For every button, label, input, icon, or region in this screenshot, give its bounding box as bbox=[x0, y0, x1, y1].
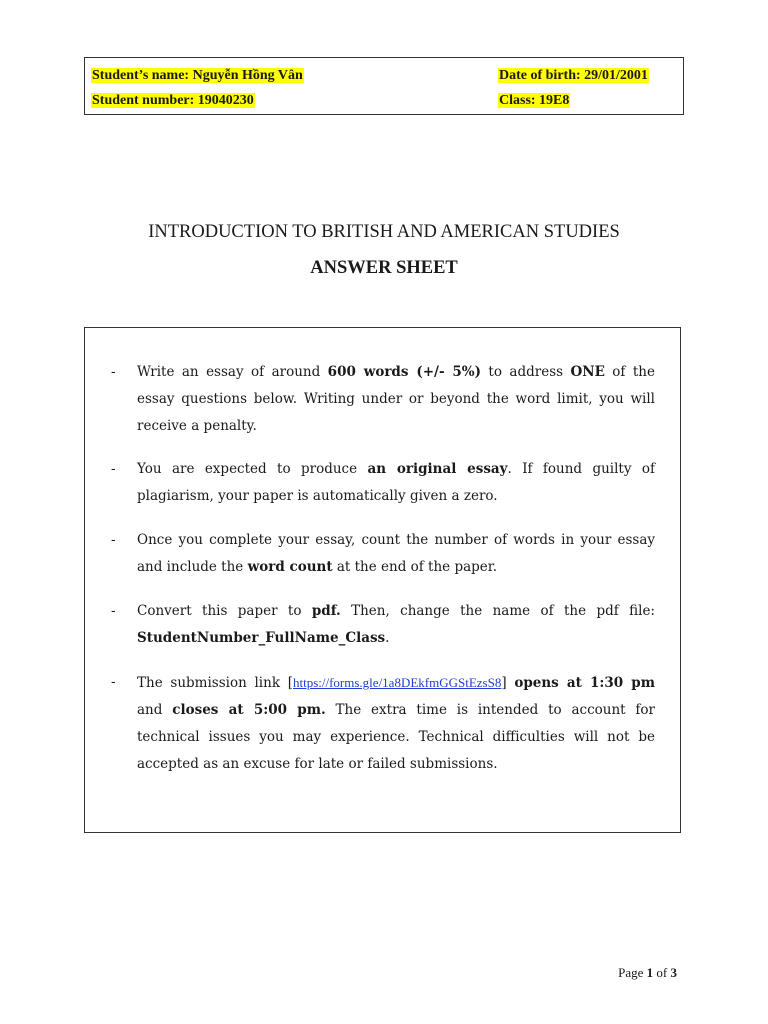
instruction-text: and bbox=[137, 702, 173, 718]
bullet-dash: - bbox=[111, 461, 116, 477]
instruction-bold: word count bbox=[247, 559, 333, 575]
instruction-submission bbox=[111, 669, 656, 778]
instruction-text: The extra time is intended to account for technical issues you may experience. Technical difficulties will not be accepted as an excuse for late or failed submissions. bbox=[137, 702, 655, 772]
instruction-bold: ONE bbox=[570, 364, 605, 380]
sheet-title: ANSWER SHEET bbox=[310, 258, 458, 278]
instruction-pdf bbox=[111, 598, 655, 652]
page-current: 1 bbox=[646, 965, 654, 980]
instruction-text: The submission link [ bbox=[137, 675, 293, 691]
instruction-text: to address bbox=[481, 364, 571, 380]
page-of: of bbox=[653, 965, 671, 980]
instruction-text: Convert this paper to bbox=[137, 603, 312, 619]
student-name bbox=[91, 67, 304, 84]
instruction-text: ] bbox=[501, 675, 515, 691]
instruction-bold: opens at 1:30 pm bbox=[514, 675, 656, 691]
instruction-word-limit bbox=[111, 359, 655, 440]
instruction-text: Write an essay of around bbox=[137, 364, 328, 380]
page-label: Page bbox=[618, 965, 647, 980]
bullet-dash: - bbox=[111, 364, 116, 380]
bullet-dash: - bbox=[111, 674, 116, 690]
instruction-text: of the essay questions below. Writing under or beyond the word limit, you will receive a penalty. bbox=[137, 364, 655, 434]
instruction-bold: 600 words (+/- 5%) bbox=[327, 364, 481, 380]
instruction-bold: pdf. bbox=[311, 603, 341, 619]
instruction-text: at the end of the paper. bbox=[332, 559, 498, 575]
instruction-bold: closes at 5:00 pm. bbox=[172, 702, 326, 718]
instructions-box bbox=[84, 327, 681, 833]
page-number bbox=[618, 965, 677, 981]
class bbox=[498, 92, 570, 109]
instruction-text: You are expected to produce bbox=[137, 461, 368, 477]
bullet-dash: - bbox=[111, 532, 116, 548]
course-title: INTRODUCTION TO BRITISH AND AMERICAN STUDIES bbox=[148, 222, 620, 242]
submission-link[interactable]: https://forms.gle/1a8DEkfmGGStEzsS8 bbox=[292, 675, 502, 690]
instruction-text: . If found guilty of plagiarism, your paper is automatically given a zero. bbox=[137, 461, 655, 504]
instruction-originality bbox=[111, 456, 655, 510]
instruction-bold: StudentNumber_FullName_Class bbox=[137, 630, 386, 646]
date-of-birth bbox=[498, 67, 649, 84]
instruction-text: Once you complete your essay, count the number of words in your essay and include the bbox=[137, 532, 655, 575]
page-total: 3 bbox=[670, 965, 677, 980]
student-name-text: Student’s name: Nguyễn Hồng Vân bbox=[92, 68, 303, 83]
instruction-bold: an original essay bbox=[367, 461, 508, 477]
date-of-birth-text: Date of birth: 29/01/2001 bbox=[499, 68, 648, 83]
instruction-text: Then, change the name of the pdf file: bbox=[340, 603, 655, 619]
bullet-dash: - bbox=[111, 603, 116, 619]
student-number bbox=[91, 92, 255, 109]
student-info-box bbox=[84, 57, 684, 115]
instruction-text: . bbox=[385, 630, 390, 646]
instruction-word-count bbox=[111, 527, 655, 581]
class-text: Class: 19E8 bbox=[499, 93, 570, 108]
student-number-text: Student number: 19040230 bbox=[92, 93, 254, 108]
